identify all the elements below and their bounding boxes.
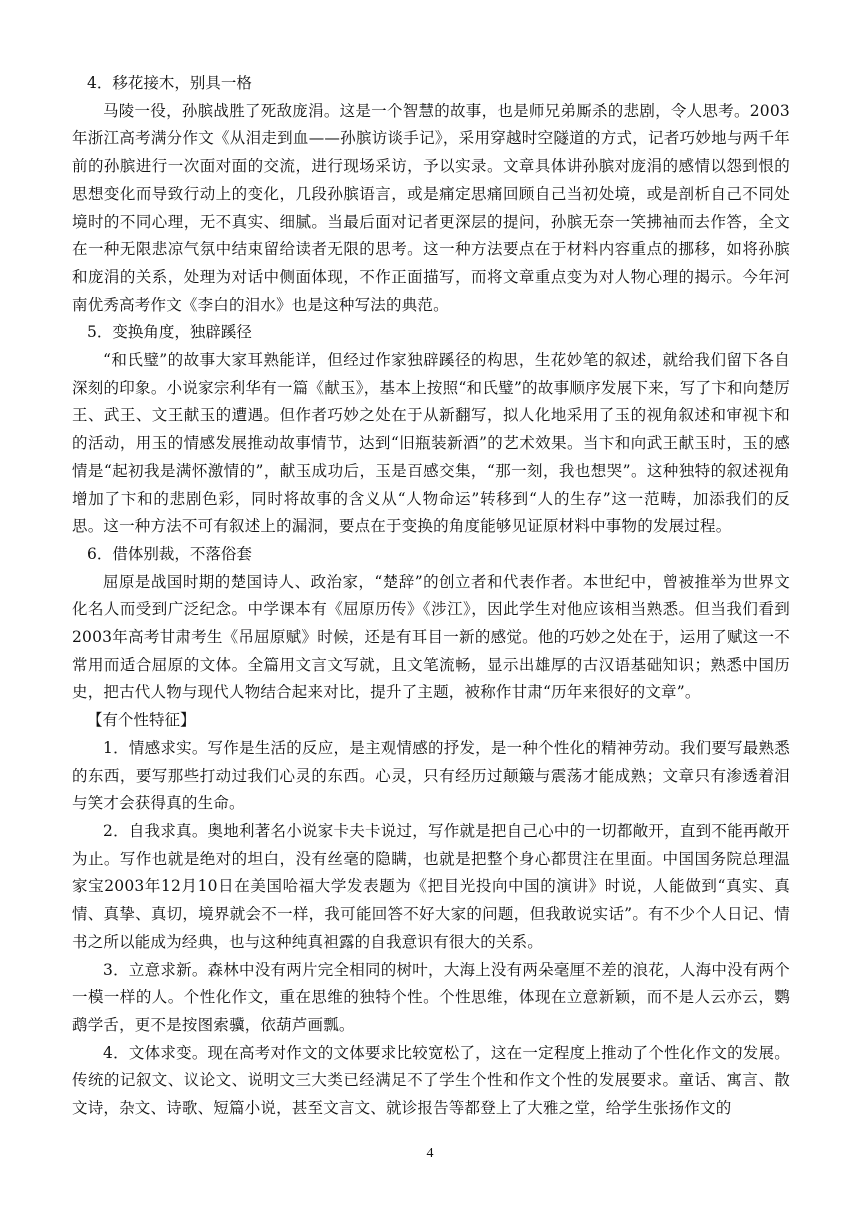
section-paragraph: 马陵一役，孙膑战胜了死敌庞涓。这是一个智慧的故事，也是师兄弟厮杀的悲剧，令人思考。2003年浙江高考满分作文《从泪走到血——孙膑访谈手记》，采用穿越时空隧道的方式，记者巧妙地与两千年前的孙膑进行一次面对面的交流，进行现场采访，予以实录。文章具体讲孙膑对庞涓的感情以怨到恨的思想变化而导致行动上的变化，几段孙膑语言，或是痛定思痛回顾自己当初处境，或是剖析自己不同处境时的不同心理，无不真实、细腻。当最后面对记者更深层的提问，孙膑无奈一笑拂袖而去作答，全文在一种无限悲凉气氛中结束留给读者无限的思考。这一种方法要点在于材料内容重点的挪移，如将孙膑和庞涓的关系，处理为对话中侧面体现，不作正面描写，而将文章重点变为对人物心理的揭示。今年河南优秀高考作文《李白的泪水》也是这种写法的典范。 — [72, 101, 790, 314]
section-heading: 6．借体别裁，不落俗套 — [87, 544, 252, 563]
section-paragraph: “和氏璧”的故事大家耳熟能详，但经过作家独辟蹊径的构思，生花妙笔的叙述，就给我们留下各自深刻的印象。小说家宗利华有一篇《献玉》，基本上按照“和氏璧”的故事顺序发展下来，写了卞和向楚厉王、武王、文王献玉的遭遇。但作者巧妙之处在于从新翻写，拟人化地采用了玉的视角叙述和审视卞和的活动，用玉的情感发展推动故事情节，达到“旧瓶装新酒”的艺术效果。当卞和向武王献玉时，玉的感情是“起初我是满怀激情的”，献玉成功后，玉是百感交集，“那一刻，我也想哭”。这种独特的叙述视角增加了卞和的悲剧色彩，同时将故事的含义从“人物命运”转移到“人的生存”这一范畴，加添我们的反思。这一种方法不可有叙述上的漏洞，要点在于变换的角度能够见证原材料中事物的发展过程。 — [72, 351, 790, 536]
trait-section-heading: 【有个性特征】 — [87, 711, 196, 730]
trait-paragraph: 4．文体求变。现在高考对作文的文体要求比较宽松了，这在一定程度上推动了个性化作文的发展。传统的记叙文、议论文、说明文三大类已经满足不了学生个性和作文个性的发展要求。童话、寓言、散文诗，杂文、诗歌、短篇小说，甚至文言文、就诊报告等都登上了大雅之堂，给学生张扬作文的 — [72, 1043, 790, 1118]
page-number: 4 — [426, 1146, 434, 1161]
section-heading: 5．变换角度，独辟蹊径 — [87, 323, 252, 342]
trait-paragraph: 3．立意求新。森林中没有两片完全相同的树叶，大海上没有两朵毫厘不差的浪花，人海中没有两个一模一样的人。个性化作文，重在思维的独特个性。个性思维，体现在立意新颖，而不是人云亦云，鹦鹉学舌，更不是按图索骥，依葫芦画瓢。 — [72, 960, 790, 1034]
section-heading: 4．移花接木，别具一格 — [87, 74, 252, 92]
trait-paragraph: 2．自我求真。奥地利著名小说家卡夫卡说过，写作就是把自己心中的一切都敞开，直到不能再敞开为止。写作也就是绝对的坦白，没有丝毫的隐瞒，也就是把整个身心都贯注在里面。中国国务院总理温家宝2003年12月10日在美国哈福大学发表题为《把目光投向中国的演讲》时说，人能做到“真实、真情、真挚、真切，境界就会不一样，我可能回答不好大家的问题，但我敢说实话”。有不少个人日记、情书之所以能成为经典，也与这种纯真袒露的自我意识有很大的关系。 — [72, 821, 790, 951]
section-paragraph: 屈原是战国时期的楚国诗人、政治家，“楚辞”的创立者和代表作者。本世纪中，曾被推举为世界文化名人而受到广泛纪念。中学课本有《屈原历传》《涉江》，因此学生对他应该相当熟悉。但当我们看到2003年高考甘肃考生《吊屈原赋》时候，还是有耳目一新的感觉。他的巧妙之处在于，运用了赋这一不常用而适合屈原的文体。全篇用文言文写就，且文笔流畅，显示出雄厚的古汉语基础知识；熟悉中国历史，把古代人物与现代人物结合起来对比，提升了主题，被称作甘肃“历年来很好的文章”。 — [72, 572, 790, 702]
page-body — [72, 70, 790, 1123]
trait-paragraph: 1．情感求实。写作是生活的反应，是主观情感的抒发，是一种个性化的精神劳动。我们要写最熟悉的东西，要写那些打动过我们心灵的东西。心灵，只有经历过颠簸与震荡才能成熟；文章只有渗透着泪与笑才会获得真的生命。 — [72, 738, 790, 813]
